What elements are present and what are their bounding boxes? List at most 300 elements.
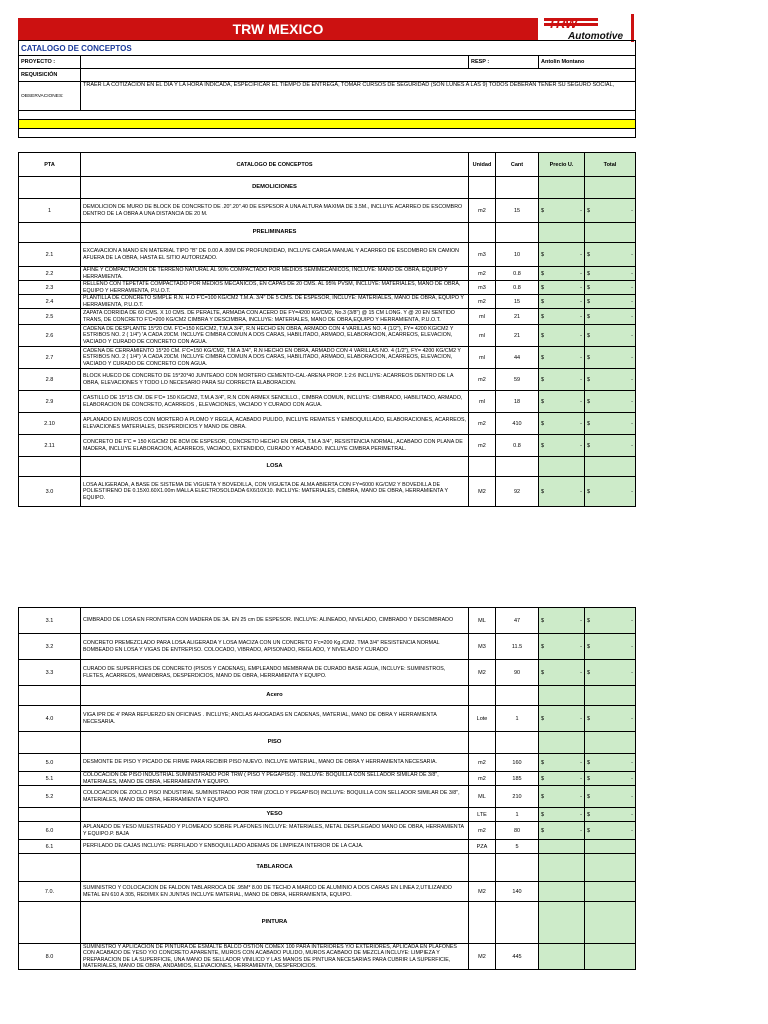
cell-unit bbox=[469, 732, 496, 754]
money-value bbox=[587, 377, 633, 383]
cell-total bbox=[585, 177, 636, 199]
cell-unit-price bbox=[539, 267, 585, 281]
currency-symbol: $ bbox=[541, 442, 545, 449]
section-row bbox=[19, 457, 636, 477]
currency-symbol: $ bbox=[587, 313, 591, 320]
cell-unit-price bbox=[539, 840, 585, 854]
resp-label: RESP : bbox=[469, 56, 539, 69]
cell-pta bbox=[19, 732, 81, 754]
cell-total bbox=[585, 413, 636, 435]
cell-unit-price bbox=[539, 281, 585, 295]
amount-dash: - bbox=[631, 298, 633, 305]
cell-quantity bbox=[496, 902, 539, 944]
money-value bbox=[587, 644, 633, 650]
currency-symbol: $ bbox=[541, 251, 545, 258]
proyecto-label: PROYECTO : bbox=[19, 56, 81, 69]
cell-description: CONCRETO PREMEZCLADO PARA LOSA ALIGERADA Y LOSA MACIZA CON UN CONCRETO F'c=200 Kg./CM2. TMA 3/4" RESISTENCIA NORMAL BOMBEADO EN LOSA Y VIGAS DE ENTREPISO. COLOCADO, VIBRADO, APISONADO, REGLADO, Y NIVELADO Y CURADO bbox=[81, 634, 469, 660]
money-value bbox=[541, 252, 582, 258]
cell-pta: 3.1 bbox=[19, 608, 81, 634]
cell-pta: 8.0 bbox=[19, 944, 81, 970]
table-row bbox=[19, 199, 636, 223]
money-value bbox=[541, 399, 582, 405]
cell-unit-price bbox=[539, 199, 585, 223]
logo-text-main: TRW bbox=[548, 16, 578, 31]
section-row bbox=[19, 177, 636, 199]
table-row bbox=[19, 706, 636, 732]
cell-unit: M3 bbox=[469, 634, 496, 660]
cell-total bbox=[585, 347, 636, 369]
section-label: YESO bbox=[81, 808, 469, 822]
cell-total bbox=[585, 325, 636, 347]
currency-symbol: $ bbox=[541, 376, 545, 383]
amount-dash: - bbox=[580, 669, 582, 676]
currency-symbol: $ bbox=[541, 643, 545, 650]
cell-unit: LTE bbox=[469, 808, 496, 822]
money-value bbox=[587, 314, 633, 320]
col-header-unidad: Unidad bbox=[469, 153, 496, 177]
amount-dash: - bbox=[580, 488, 582, 495]
money-value bbox=[587, 760, 633, 766]
cell-pta: 2.1 bbox=[19, 243, 81, 267]
cell-unit bbox=[469, 686, 496, 706]
cell-total bbox=[585, 732, 636, 754]
cell-unit-price bbox=[539, 754, 585, 772]
amount-dash: - bbox=[580, 793, 582, 800]
cell-unit: M2 bbox=[469, 882, 496, 902]
money-value bbox=[541, 489, 582, 495]
cell-quantity: 21 bbox=[496, 325, 539, 347]
cell-unit: M2 bbox=[469, 477, 496, 507]
currency-symbol: $ bbox=[587, 643, 591, 650]
amount-dash: - bbox=[580, 398, 582, 405]
table-row bbox=[19, 786, 636, 808]
cell-total bbox=[585, 435, 636, 457]
section-row bbox=[19, 732, 636, 754]
money-value bbox=[541, 333, 582, 339]
amount-dash: - bbox=[631, 207, 633, 214]
section-row bbox=[19, 808, 636, 822]
currency-symbol: $ bbox=[587, 270, 591, 277]
cell-unit-price bbox=[539, 413, 585, 435]
cell-pta: 3.2 bbox=[19, 634, 81, 660]
money-value bbox=[541, 760, 582, 766]
currency-symbol: $ bbox=[587, 251, 591, 258]
currency-symbol: $ bbox=[541, 270, 545, 277]
currency-symbol: $ bbox=[587, 715, 591, 722]
concepts-table-2 bbox=[18, 607, 636, 970]
table-row bbox=[19, 754, 636, 772]
cell-unit: m2 bbox=[469, 413, 496, 435]
table-row bbox=[19, 435, 636, 457]
table-row bbox=[19, 477, 636, 507]
cell-pta: 4.0 bbox=[19, 706, 81, 732]
cell-unit: m2 bbox=[469, 369, 496, 391]
currency-symbol: $ bbox=[587, 827, 591, 834]
amount-dash: - bbox=[631, 376, 633, 383]
cell-unit: PZA bbox=[469, 840, 496, 854]
amount-dash: - bbox=[580, 775, 582, 782]
money-value bbox=[541, 377, 582, 383]
cell-pta: 2.11 bbox=[19, 435, 81, 457]
cell-quantity: 59 bbox=[496, 369, 539, 391]
cell-pta: 2.3 bbox=[19, 281, 81, 295]
cell-quantity: 0.8 bbox=[496, 281, 539, 295]
currency-symbol: $ bbox=[587, 793, 591, 800]
cell-description: COLOCACION DE PISO INDUSTRIAL SUMINISTRADO POR TRW ( PISO Y PEGAPISO) . INCLUYE: BOQUILLA CON SELLADOR SIMILAR DE 3/8", MATERIALES, MANO DE OBRA, HERRAMIENTA Y EQUIPO. bbox=[81, 772, 469, 786]
table-row bbox=[19, 608, 636, 634]
cell-pta bbox=[19, 686, 81, 706]
money-value bbox=[587, 299, 633, 305]
amount-dash: - bbox=[580, 715, 582, 722]
cell-pta: 5.0 bbox=[19, 754, 81, 772]
cell-quantity bbox=[496, 457, 539, 477]
cell-unit: ml bbox=[469, 325, 496, 347]
cell-total bbox=[585, 882, 636, 902]
cell-total bbox=[585, 608, 636, 634]
cell-quantity: 80 bbox=[496, 822, 539, 840]
cell-quantity: 21 bbox=[496, 309, 539, 325]
resp-value: Antolin Montano bbox=[539, 56, 636, 69]
cell-quantity: 1 bbox=[496, 706, 539, 732]
cell-quantity: 10 bbox=[496, 243, 539, 267]
money-value bbox=[587, 443, 633, 449]
table-row bbox=[19, 822, 636, 840]
cell-unit bbox=[469, 223, 496, 243]
currency-symbol: $ bbox=[587, 442, 591, 449]
col-header-total: Total bbox=[585, 153, 636, 177]
cell-description: BLOCK HUECO DE CONCRETO DE 15*20*40 JUNTEADO CON MORTERO CEMENTO-CAL-ARENA PROP. 1:2:6 INCLUYE: ACARREOS DENTRO DE LA OBRA, ELEVACIONES Y TODO LO NECESARIO PARA SU CORRECTA ELABORACION. bbox=[81, 369, 469, 391]
section-label: PINTURA bbox=[81, 902, 469, 944]
table-row bbox=[19, 325, 636, 347]
cell-description: CADENA DE DESPLANTE 15*20 CM. F'C=150 KG/CM2, T.M.A 3/4", R.N HECHO EN OBRA, ARMADO CON 4 VARILLAS NO. 4 (1/2"), FY= 4200 KG/CM2 Y ESTRIBOS NO. 2 ( 1/4") 'A CADA 20CM. INCLUYE CIMBRA COMUN A DOS CARAS, HABILITADO, ARMADO, ELABORACION, ACARREOS, ELEVACION, VACIADO Y CURADO DE CONCRETO CON AGUA. bbox=[81, 325, 469, 347]
cell-description: VIGA IPR DE 4' PARA REFUERZO EN OFICINAS . INCLUYE; ANCLAS AHOGADAS EN CADENAS, MATERIAL, MANO DE OBRA Y HERRAMIENTA NECESARIA. bbox=[81, 706, 469, 732]
money-value bbox=[587, 670, 633, 676]
cell-unit-price bbox=[539, 295, 585, 309]
cell-unit: M2 bbox=[469, 660, 496, 686]
money-value bbox=[587, 716, 633, 722]
currency-symbol: $ bbox=[541, 617, 545, 624]
blank-row bbox=[19, 129, 636, 138]
table-row bbox=[19, 840, 636, 854]
table-row bbox=[19, 309, 636, 325]
cell-unit-price bbox=[539, 477, 585, 507]
cell-description: APLANADO EN MUROS CON MORTERO A PLOMO Y REGLA, ACABADO PULIDO, INCLUYE REMATES Y EMBOQUILLADO, ELABORACIONES, ACARREOS, ELEVACIONES MATERIALES, DESPERDICIOS Y MANO DE OBRA. bbox=[81, 413, 469, 435]
currency-symbol: $ bbox=[587, 775, 591, 782]
currency-symbol: $ bbox=[541, 775, 545, 782]
cell-pta: 6.0 bbox=[19, 822, 81, 840]
section-row bbox=[19, 686, 636, 706]
money-value bbox=[587, 399, 633, 405]
currency-symbol: $ bbox=[541, 398, 545, 405]
cell-unit: ml bbox=[469, 391, 496, 413]
cell-description: COLOCACION DE ZOCLO PISO INDUSTRIAL SUMINISTRADO POR TRW (ZOCLO Y PEGAPISO) INCLUYE: BOQUILLA CON SELLADOR SIMILAR DE 3/8", MATERIALES, MANO DE OBRA, HERRAMIENTA Y EQUIPO. bbox=[81, 786, 469, 808]
cell-pta: 6.1 bbox=[19, 840, 81, 854]
money-value bbox=[587, 421, 633, 427]
cell-unit-price bbox=[539, 347, 585, 369]
cell-pta: 2.8 bbox=[19, 369, 81, 391]
header-info-grid bbox=[18, 40, 636, 138]
cell-total bbox=[585, 391, 636, 413]
cell-total bbox=[585, 902, 636, 944]
currency-symbol: $ bbox=[541, 420, 545, 427]
catalog-label-cell bbox=[19, 41, 636, 56]
cell-total bbox=[585, 309, 636, 325]
currency-symbol: $ bbox=[587, 617, 591, 624]
currency-symbol: $ bbox=[541, 827, 545, 834]
cell-quantity bbox=[496, 177, 539, 199]
cell-quantity: 44 bbox=[496, 347, 539, 369]
cell-unit bbox=[469, 457, 496, 477]
currency-symbol: $ bbox=[587, 420, 591, 427]
cell-unit: m2 bbox=[469, 822, 496, 840]
amount-dash: - bbox=[631, 420, 633, 427]
cell-unit: m2 bbox=[469, 199, 496, 223]
table-row bbox=[19, 281, 636, 295]
currency-symbol: $ bbox=[587, 354, 591, 361]
blank-row bbox=[19, 111, 636, 120]
cell-unit-price bbox=[539, 457, 585, 477]
cell-unit-price bbox=[539, 223, 585, 243]
money-value bbox=[587, 252, 633, 258]
amount-dash: - bbox=[580, 251, 582, 258]
cell-total bbox=[585, 223, 636, 243]
currency-symbol: $ bbox=[541, 669, 545, 676]
cell-unit-price bbox=[539, 391, 585, 413]
amount-dash: - bbox=[631, 715, 633, 722]
cell-unit: m2 bbox=[469, 295, 496, 309]
currency-symbol: $ bbox=[541, 793, 545, 800]
amount-dash: - bbox=[631, 398, 633, 405]
cell-description: SUMINISTRO Y APLICACION DE PINTURA DE ESMALTE BALCO OSTION COMEX 100 PARA INTERIORES Y/O EXTERIORES, APLICADA EN PLAFONES CON ACABADO DE YESO Y/O CONCRETO APARENTE, MUROS CON ACABADO PULIDO, MUROS ACABADO DE MEZCLA INCLUYE: LIMPIEZA Y PREPARACION DE LA SUPERFICIE, UNA MANO DE SELLADOR VINILICO Y LAS MANOS DE PINTURA NECESARIAS PARA CUBRIR LA SUPERFICIE, MATERIALES, MANO DE OBRA, ANDAMIOS, ELEVACIONES, HERRAMIENTA, DESPERDICIOS. bbox=[81, 944, 469, 970]
table-row bbox=[19, 882, 636, 902]
observaciones-label: OBSERVACIONES: bbox=[19, 82, 81, 111]
currency-symbol: $ bbox=[587, 488, 591, 495]
money-value bbox=[541, 828, 582, 834]
section-label: TABLAROCA bbox=[81, 854, 469, 882]
cell-description: CONCRETO DE F'C = 150 KG/CM2 DE 8CM DE ESPESOR, CONCRETO HECHO EN OBRA, T.M.A 3/4", RESISTENCIA NORMAL, ACABADO CON PLANA DE MADERA, INCLUYE ELABORACION, ACARREOS, VACIADO, EXTENDIDO, CURADO Y ACABADO. INCLUYE CIMBRA PERIMETRAL. bbox=[81, 435, 469, 457]
money-value bbox=[541, 299, 582, 305]
cell-unit-price bbox=[539, 660, 585, 686]
cell-total bbox=[585, 854, 636, 882]
cell-unit-price bbox=[539, 706, 585, 732]
cell-quantity: 210 bbox=[496, 786, 539, 808]
cell-pta: 3.3 bbox=[19, 660, 81, 686]
cell-unit bbox=[469, 854, 496, 882]
cell-total bbox=[585, 706, 636, 732]
amount-dash: - bbox=[631, 827, 633, 834]
highlight-row bbox=[19, 120, 636, 129]
amount-dash: - bbox=[580, 332, 582, 339]
amount-dash: - bbox=[580, 617, 582, 624]
section-label: LOSA bbox=[81, 457, 469, 477]
trw-automotive-logo bbox=[538, 14, 635, 42]
table-row bbox=[19, 369, 636, 391]
cell-pta: 2.6 bbox=[19, 325, 81, 347]
money-value bbox=[541, 355, 582, 361]
cell-unit-price bbox=[539, 822, 585, 840]
cell-pta bbox=[19, 177, 81, 199]
money-value bbox=[587, 285, 633, 291]
amount-dash: - bbox=[631, 313, 633, 320]
money-value bbox=[541, 285, 582, 291]
cell-unit-price bbox=[539, 243, 585, 267]
cell-quantity bbox=[496, 223, 539, 243]
cell-unit-price bbox=[539, 369, 585, 391]
col-header-cant: Cant bbox=[496, 153, 539, 177]
amount-dash: - bbox=[580, 420, 582, 427]
money-value bbox=[541, 208, 582, 214]
cell-total bbox=[585, 686, 636, 706]
cell-total bbox=[585, 369, 636, 391]
cell-total bbox=[585, 840, 636, 854]
cell-total bbox=[585, 808, 636, 822]
table-row bbox=[19, 391, 636, 413]
table-row bbox=[19, 347, 636, 369]
money-value bbox=[587, 489, 633, 495]
money-value bbox=[541, 644, 582, 650]
cell-unit: m2 bbox=[469, 435, 496, 457]
amount-dash: - bbox=[631, 759, 633, 766]
cell-unit-price bbox=[539, 902, 585, 944]
table-row bbox=[19, 295, 636, 309]
currency-symbol: $ bbox=[541, 811, 545, 818]
cell-total bbox=[585, 457, 636, 477]
currency-symbol: $ bbox=[541, 488, 545, 495]
amount-dash: - bbox=[631, 284, 633, 291]
amount-dash: - bbox=[631, 270, 633, 277]
cell-unit-price bbox=[539, 786, 585, 808]
money-value bbox=[541, 776, 582, 782]
table-row bbox=[19, 772, 636, 786]
amount-dash: - bbox=[631, 775, 633, 782]
amount-dash: - bbox=[580, 270, 582, 277]
cell-description: RELLENO CON TEPETATE COMPACTADO POR MEDIOS MECANICOS, EN CAPAS DE 20 CMS. AL 95% PVSM, INCLUYE: MATERIALES, MANO DE OBRA, EQUIPO Y HERRAMIENTA, P.U.O.T. bbox=[81, 281, 469, 295]
currency-symbol: $ bbox=[587, 669, 591, 676]
cell-unit-price bbox=[539, 732, 585, 754]
amount-dash: - bbox=[580, 313, 582, 320]
money-value bbox=[541, 670, 582, 676]
cell-total bbox=[585, 477, 636, 507]
cell-pta: 7.0. bbox=[19, 882, 81, 902]
logo-text-sub: Automotive bbox=[568, 31, 623, 42]
cell-unit: ml bbox=[469, 309, 496, 325]
cell-total bbox=[585, 822, 636, 840]
cell-unit: m2 bbox=[469, 267, 496, 281]
amount-dash: - bbox=[631, 332, 633, 339]
money-value bbox=[587, 812, 633, 818]
amount-dash: - bbox=[631, 617, 633, 624]
cell-pta bbox=[19, 854, 81, 882]
currency-symbol: $ bbox=[587, 298, 591, 305]
amount-dash: - bbox=[631, 442, 633, 449]
section-label: Acero bbox=[81, 686, 469, 706]
amount-dash: - bbox=[580, 811, 582, 818]
amount-dash: - bbox=[580, 207, 582, 214]
cell-pta: 2.10 bbox=[19, 413, 81, 435]
col-header-concepto: CATALOGO DE CONCEPTOS bbox=[81, 153, 469, 177]
cell-quantity: 0.8 bbox=[496, 435, 539, 457]
cell-description: CURADO DE SUPERFICIES DE CONCRETO (PISOS Y CADENAS), EMPLEANDO MEMBRANA DE CURADO BASE AGUA, INCLUYE: SUMINISTROS, FLETES, ACARREOS, MANIOBRAS, DESPERDICIOS, MANO DE OBRA, HERRAMIENTA Y EQUIPO. bbox=[81, 660, 469, 686]
cell-quantity: 140 bbox=[496, 882, 539, 902]
cell-description: ZAPATA CORRIDA DE 60 CMS. X 10 CMS. DE PERALTE, ARMADA CON ACERO DE FY=4200 KG/CM2, No.3 (3/8") @ 15 CM LONG. Y @ 20 EN SENTIDO TRANS, DE CONCRETO F'C=200 KG/CM2 CIMBRA Y DESCIMBRA, INCLUYE: MATERIALES, MANO DE OBRA,EQUIPO Y HERRAMIENTA, P.U.O.T. bbox=[81, 309, 469, 325]
cell-pta bbox=[19, 223, 81, 243]
currency-symbol: $ bbox=[587, 284, 591, 291]
cell-unit-price bbox=[539, 772, 585, 786]
cell-description: CADENA DE CERRAMIENTO 15*20 CM. F'C=150 KG/CM2, T.M.A 3/4", R.N HECHO EN OBRA, ARMADO CON 4 VARILLAS NO. 4 (1/2"), FY= 4200 KG/CM2 Y ESTRIBOS NO. 2 ( 1/4") 'A CADA 20CM. INCLUYE CIMBRA COMUN A DOS CARAS, HABILITADO, ARMADO, ELABORACION, ACARREOS, ELEVACION, VACIADO Y CURADO DE CONCRETO CON AGUA. bbox=[81, 347, 469, 369]
cell-unit-price bbox=[539, 634, 585, 660]
cell-total bbox=[585, 786, 636, 808]
amount-dash: - bbox=[580, 298, 582, 305]
cell-unit bbox=[469, 902, 496, 944]
cell-unit: m2 bbox=[469, 754, 496, 772]
cell-pta bbox=[19, 457, 81, 477]
cell-unit-price bbox=[539, 177, 585, 199]
currency-symbol: $ bbox=[587, 376, 591, 383]
table-row bbox=[19, 267, 636, 281]
cell-unit: m3 bbox=[469, 243, 496, 267]
proyecto-value bbox=[81, 56, 469, 69]
cell-quantity: 47 bbox=[496, 608, 539, 634]
money-value bbox=[541, 812, 582, 818]
currency-symbol: $ bbox=[541, 354, 545, 361]
col-header-pta: PTA bbox=[19, 153, 81, 177]
currency-symbol: $ bbox=[587, 207, 591, 214]
cell-unit-price bbox=[539, 309, 585, 325]
cell-quantity: 160 bbox=[496, 754, 539, 772]
cell-unit: m3 bbox=[469, 281, 496, 295]
cell-pta: 1 bbox=[19, 199, 81, 223]
money-value bbox=[541, 443, 582, 449]
cell-unit: m2 bbox=[469, 772, 496, 786]
table-row bbox=[19, 413, 636, 435]
cell-unit: ML bbox=[469, 608, 496, 634]
amount-dash: - bbox=[580, 442, 582, 449]
amount-dash: - bbox=[631, 488, 633, 495]
cell-quantity: 18 bbox=[496, 391, 539, 413]
cell-quantity: 410 bbox=[496, 413, 539, 435]
amount-dash: - bbox=[631, 251, 633, 258]
cell-total bbox=[585, 772, 636, 786]
requisicion-label: REQUISICIÓN bbox=[19, 69, 81, 82]
trw-logo-graphic bbox=[538, 14, 635, 42]
cell-pta: 2.5 bbox=[19, 309, 81, 325]
cell-unit-price bbox=[539, 325, 585, 347]
catalog-label: CATALOGO DE CONCEPTOS bbox=[21, 43, 132, 53]
currency-symbol: $ bbox=[587, 759, 591, 766]
section-row bbox=[19, 854, 636, 882]
cell-description: CIMBRADO DE LOSA EN FRONTERA CON MADERA DE 3A. EN 25 cm DE ESPESOR. INCLUYE: ALINEADO, NIVELADO, CIMBRADO Y DESCIMBRADO bbox=[81, 608, 469, 634]
cell-quantity: 90 bbox=[496, 660, 539, 686]
cell-pta: 5.1 bbox=[19, 772, 81, 786]
amount-dash: - bbox=[631, 793, 633, 800]
cell-pta: 5.2 bbox=[19, 786, 81, 808]
cell-quantity: 15 bbox=[496, 295, 539, 309]
cell-unit: M2 bbox=[469, 944, 496, 970]
cell-quantity: 15 bbox=[496, 199, 539, 223]
cell-total bbox=[585, 281, 636, 295]
cell-description: AFINE Y COMPACTACION DE TERRENO NATURAL AL 90% COMPACTADO POR MEDIOS SEMIMECANICOS, INCLUYE: MANO DE OBRA, EQUIPO Y HERRAMIENTA. bbox=[81, 267, 469, 281]
money-value bbox=[587, 271, 633, 277]
money-value bbox=[541, 314, 582, 320]
currency-symbol: $ bbox=[541, 715, 545, 722]
cell-unit-price bbox=[539, 882, 585, 902]
amount-dash: - bbox=[631, 354, 633, 361]
section-label: PRELIMINARES bbox=[81, 223, 469, 243]
cell-pta bbox=[19, 902, 81, 944]
requisicion-value bbox=[81, 69, 636, 82]
cell-unit-price bbox=[539, 608, 585, 634]
amount-dash: - bbox=[580, 759, 582, 766]
